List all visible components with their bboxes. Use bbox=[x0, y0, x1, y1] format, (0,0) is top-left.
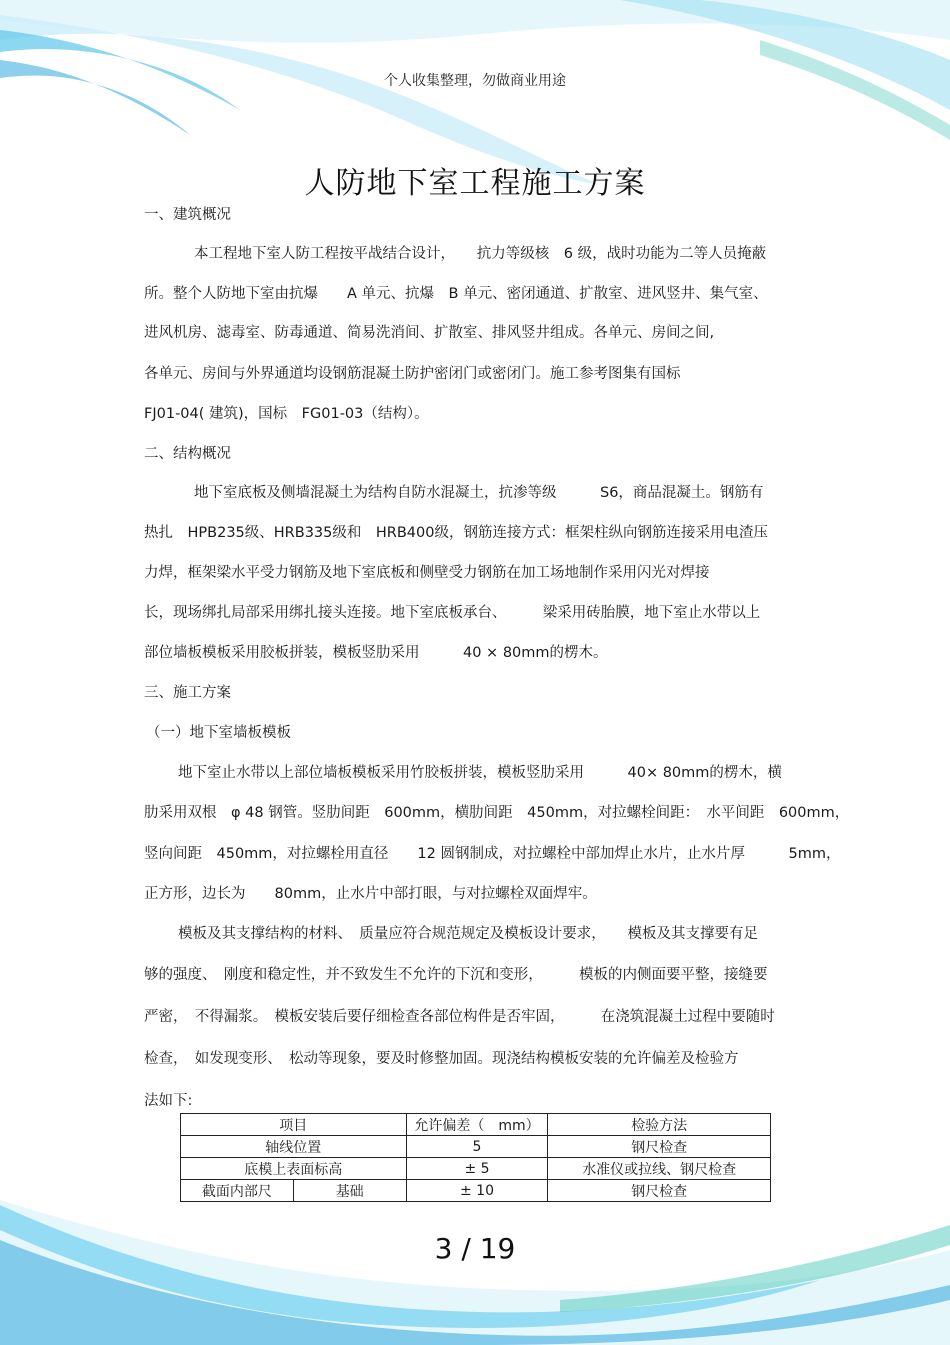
paragraph-line: 肋采用双根 φ 48 钢管。竖肋间距 600mm，横肋间距 450mm，对拉螺栓间距： 水平间距 600mm， bbox=[144, 805, 850, 821]
table-cell: ± 10 bbox=[406, 1180, 548, 1202]
page-title: 人防地下室工程施工方案 bbox=[304, 166, 646, 201]
table-row bbox=[181, 1180, 771, 1202]
paragraph-line: 所。整个人防地下室由抗爆 A 单元、抗爆 B 单元、密闭通道、扩散室、进风竖井、集气室、 bbox=[144, 286, 768, 302]
paragraph-line: 地下室止水带以上部位墙板模板采用竹胶板拼装，模板竖肋采用 40× 80mm的楞木，横 bbox=[178, 765, 782, 781]
paragraph-line: FJ01-04( 建筑)，国标 FG01-03（结构）。 bbox=[144, 406, 429, 422]
paragraph-line: 本工程地下室人防工程按平战结合设计， 抗力等级核 6 级，战时功能为二等人员掩蔽 bbox=[194, 246, 767, 262]
paragraph-line: 力焊，框架梁水平受力钢筋及地下室底板和侧壁受力钢筋在加工场地制作采用闪光对焊接 bbox=[144, 565, 710, 581]
table-cell: 底模上表面标高 bbox=[181, 1158, 407, 1180]
table-header-cell: 项目 bbox=[181, 1114, 407, 1136]
paragraph-line: 够的强度、 刚度和稳定性，并不致发生不允许的下沉和变形， 模板的内侧面要平整，接缝要 bbox=[144, 967, 768, 983]
tolerance-table bbox=[180, 1113, 771, 1202]
table-header-row bbox=[181, 1114, 771, 1136]
table-cell: 截面内部尺 bbox=[181, 1180, 294, 1202]
paragraph-line: 法如下: bbox=[144, 1093, 193, 1109]
header-note: 个人收集整理，勿做商业用途 bbox=[384, 73, 566, 89]
paragraph-line: 正方形，边长为 80mm，止水片中部打眼，与对拉螺栓双面焊牢。 bbox=[144, 886, 597, 902]
paragraph-line: 模板及其支撑结构的材料、 质量应符合规范规定及模板设计要求， 模板及其支撑要有足 bbox=[178, 926, 758, 942]
paragraph-line: 进风机房、滤毒室、防毒通道、简易洗消间、扩散室、排风竖井组成。各单元、房间之间, bbox=[144, 325, 715, 341]
paragraph-line: 检查， 如发现变形、 松动等现象，要及时修整加固。现浇结构模板安装的允许偏差及检验方 bbox=[144, 1051, 739, 1067]
subsection-heading: （一）地下室墙板模板 bbox=[146, 725, 291, 741]
table-cell: 基础 bbox=[293, 1180, 406, 1202]
table-cell: 钢尺检查 bbox=[548, 1136, 771, 1158]
table-row bbox=[181, 1136, 771, 1158]
page-number: 3 / 19 bbox=[434, 1232, 516, 1265]
paragraph-line: 严密， 不得漏浆。 模板安装后要仔细检查各部位构件是否牢固， 在浇筑混凝土过程中要随时 bbox=[144, 1009, 775, 1025]
paragraph-line: 部位墙板模板采用胶板拼装，模板竖肋采用 40 × 80mm的楞木。 bbox=[144, 645, 608, 661]
table-cell: 钢尺检查 bbox=[548, 1180, 771, 1202]
paragraph-line: 各单元、房间与外界通道均设钢筋混凝土防护密闭门或密闭门。施工参考图集有国标 bbox=[144, 366, 681, 382]
section-heading-1: 一、建筑概况 bbox=[144, 207, 231, 223]
paragraph-line: 竖向间距 450mm，对拉螺栓用直径 12 圆钢制成，对拉螺栓中部加焊止水片，止水片厚 5mm， bbox=[144, 846, 841, 862]
paragraph-line: 地下室底板及侧墙混凝土为结构自防水混凝土，抗渗等级 S6，商品混凝土。钢筋有 bbox=[194, 485, 764, 501]
table-cell: 轴线位置 bbox=[181, 1136, 407, 1158]
table-cell: 5 bbox=[406, 1136, 548, 1158]
table-cell: 水准仪或拉线、钢尺检查 bbox=[548, 1158, 771, 1180]
table-row bbox=[181, 1158, 771, 1180]
table-header-cell: 允许偏差（ mm） bbox=[406, 1114, 548, 1136]
section-heading-3: 三、施工方案 bbox=[144, 685, 231, 701]
table-header-cell: 检验方法 bbox=[548, 1114, 771, 1136]
table-cell: ± 5 bbox=[406, 1158, 548, 1180]
paragraph-line: 热扎 HPB235级、HRB335级和 HRB400级，钢筋连接方式：框架柱纵向钢筋连接采用电渣压 bbox=[144, 525, 768, 541]
section-heading-2: 二、结构概况 bbox=[144, 446, 231, 462]
paragraph-line: 长，现场绑扎局部采用绑扎接头连接。地下室底板承台、 梁采用砖胎膜，地下室止水带以上 bbox=[144, 605, 761, 621]
